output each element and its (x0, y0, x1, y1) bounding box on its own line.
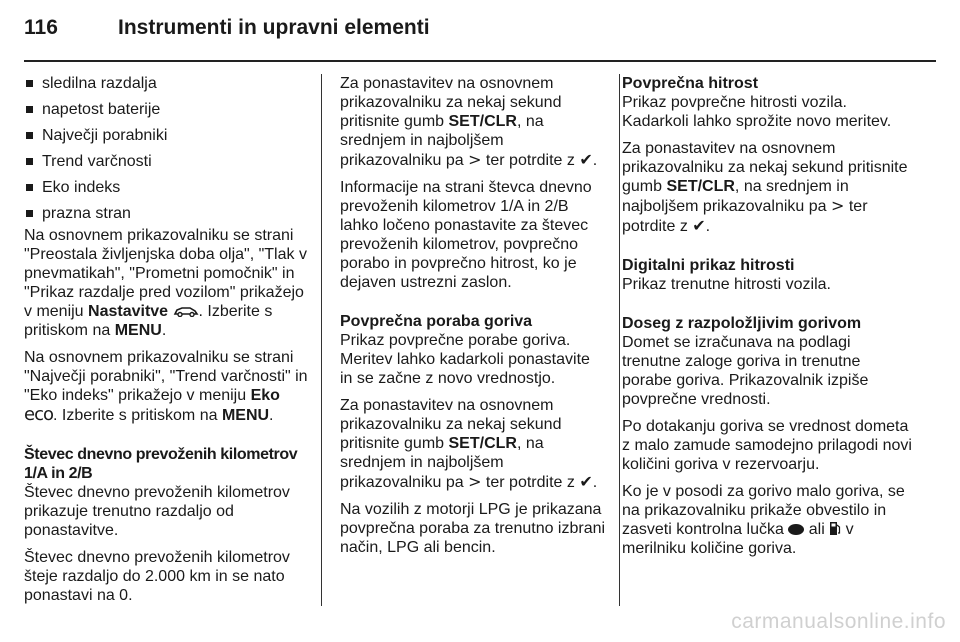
paragraph: Prikaz povprečne porabe goriva. Meritev lahko kadarkoli ponastavite in se začne z novo vrednostjo. (340, 332, 590, 387)
column-divider-2 (619, 74, 620, 606)
bullet-list (24, 74, 312, 223)
paragraph (622, 139, 912, 236)
watermark: carmanualsonline.info (731, 610, 946, 633)
text: . (592, 152, 598, 169)
paragraph (24, 348, 312, 425)
paragraph: Prikaz trenutne hitrosti vozila. (622, 276, 831, 293)
list-item: Eko indeks (24, 178, 312, 197)
text: v merilniku količine goriva. (622, 521, 854, 557)
text: ali (804, 521, 830, 538)
paragraph: Števec dnevno prevoženih kilometrov šteje razdaljo do 2.000 km in se nato ponastavi na 0. (24, 549, 290, 604)
set-clr-button-label: SET/CLR (666, 178, 735, 195)
paragraph (340, 396, 606, 492)
menu-button-label: MENU (221, 407, 270, 424)
list-item: napetost baterije (24, 100, 312, 119)
paragraph (622, 482, 912, 558)
text: ter potrdite z (481, 152, 580, 169)
menu-name: Eko (250, 387, 280, 404)
section-heading: Števec dnevno prevoženih kilometrov 1/A in 2/B (24, 446, 298, 482)
menu-button-label: MENU (114, 322, 162, 339)
fuel-pump-icon (829, 521, 841, 536)
list-item: Največji porabniki (24, 126, 312, 145)
column-2 (340, 74, 606, 565)
paragraph: Števec dnevno prevoženih kilometrov prikazuje trenutno razdaljo od ponastavitve. (24, 484, 290, 539)
paragraph (24, 226, 312, 340)
set-clr-button-label: SET/CLR (448, 435, 517, 452)
paragraph: Informacije na strani števca dnevno prevoženih kilometrov 1/A in 2/B lahko ločeno ponastavite za števec prevoženih kilometrov, povprečno porabo in povprečno hitrost, ko je dejaven ustrezni zaslon. (340, 179, 592, 291)
page-title: Instrumenti in upravni elementi (118, 16, 430, 39)
paragraph: Na vozilih z motorji LPG je prikazana povprečna poraba za trenutno izbrani način, LPG ali bencin. (340, 501, 606, 556)
text: . (269, 407, 274, 424)
checkmark-icon: ✔ (692, 216, 706, 235)
list-item: Trend varčnosti (24, 152, 312, 171)
paragraph (340, 74, 606, 170)
text: ter potrdite z (622, 198, 868, 235)
page-header (24, 16, 936, 56)
car-settings-icon (173, 305, 199, 317)
column-3 (622, 74, 912, 566)
paragraph: Domet se izračunava na podlagi trenutne zaloge goriva in trenutne porabe goriva. Prikazovalnik izpiše povprečne vrednosti. (622, 334, 869, 408)
warning-lamp-icon (788, 524, 804, 535)
text: , na srednjem in najboljšem prikazovalniku pa (622, 178, 849, 215)
checkmark-icon: ✔ (579, 472, 593, 491)
header-rule (24, 60, 936, 62)
text: , na srednjem in najboljšem prikazovalniku pa (340, 435, 544, 491)
arrow-right-icon: > (468, 472, 482, 491)
section-heading: Doseg z razpoložljivim gorivom (622, 315, 862, 332)
section-heading: Digitalni prikaz hitrosti (622, 257, 795, 274)
section-heading: Povprečna poraba goriva (340, 313, 533, 330)
text: . Izberite s pritiskom na (24, 303, 273, 339)
paragraph: Prikaz povprečne hitrosti vozila. Kadarkoli lahko sprožite novo meritev. (622, 94, 892, 130)
text: Za ponastavitev na osnovnem prikazovalniku za nekaj sekund pritisnite gumb (340, 75, 562, 130)
paragraph: Po dotakanju goriva se vrednost dometa z malo zamude samodejno prilagodi novi količini goriva v rezervoarju. (622, 418, 912, 473)
text: Za ponastavitev na osnovnem prikazovalniku za nekaj sekund pritisnite gumb (622, 140, 908, 195)
list-item: sledilna razdalja (24, 74, 312, 93)
column-1 (24, 74, 312, 613)
text: Za ponastavitev na osnovnem prikazovalniku za nekaj sekund pritisnite gumb (340, 397, 562, 452)
column-divider-1 (321, 74, 322, 606)
text: Ko je v posodi za gorivo malo goriva, se na prikazovalniku prikaže obvestilo in zasveti kontrolna lučka (622, 483, 905, 538)
menu-name: Nastavitve (88, 303, 169, 320)
text: . Izberite s pritiskom na (52, 407, 222, 424)
text: Na osnovnem prikazovalniku se strani "Največji porabniki", "Trend varčnosti" in "Eko indeks" prikažejo v meniju (24, 349, 308, 404)
arrow-right-icon: > (831, 196, 845, 215)
text: ter potrdite z (481, 474, 580, 491)
set-clr-button-label: SET/CLR (448, 113, 517, 130)
page-number: 116 (24, 16, 58, 39)
text: Na osnovnem prikazovalniku se strani "Preostala življenjska doba olja", "Tlak v pnevmatikah", "Prometni pomočnik" in "Prikaz razdalje pred vozilom" prikažejo v meniju (24, 227, 307, 320)
section-heading: Povprečna hitrost (622, 75, 759, 92)
text: , na srednjem in najboljšem prikazovalniku pa (340, 113, 544, 169)
list-item: prazna stran (24, 204, 312, 223)
eco-icon: eco (24, 404, 53, 425)
arrow-right-icon: > (468, 150, 482, 169)
text: . (161, 322, 167, 339)
text: . (592, 474, 598, 491)
checkmark-icon: ✔ (579, 150, 593, 169)
text: . (705, 218, 711, 235)
